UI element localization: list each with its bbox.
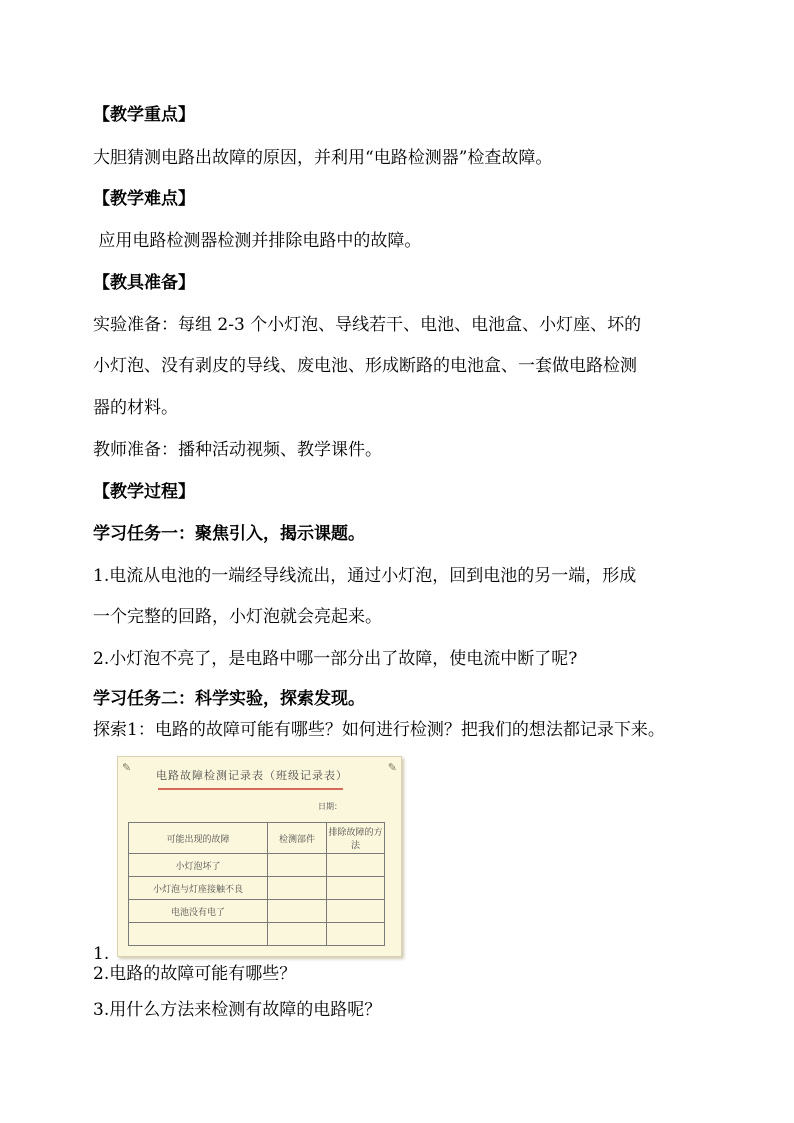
heading-teaching-difficulty: 【教学难点】: [93, 189, 195, 209]
heading-materials: 【教具准备】: [93, 273, 195, 293]
table-cell: 小灯泡坏了: [129, 854, 268, 877]
table-cell: [327, 923, 385, 946]
list-item-2: 2.电路的故障可能有哪些？: [93, 964, 297, 984]
record-card-image: [117, 756, 402, 957]
table-cell: [268, 900, 327, 923]
table-cell: [327, 854, 385, 877]
table-cell: 电池没有电了: [129, 900, 268, 923]
table-cell: [327, 900, 385, 923]
pushpin-icon: ✎: [122, 761, 132, 774]
pushpin-icon: ✎: [387, 761, 397, 774]
teacher-prep: 教师准备：播种活动视频、教学课件。: [93, 440, 382, 460]
table-header-row: [129, 823, 385, 854]
focus-text: 大胆猜测电路出故障的原因，并利用“电路检测器”检查故障。: [93, 148, 553, 168]
table-cell: [268, 923, 327, 946]
table-cell: 小灯泡与灯座接触不良: [129, 877, 268, 900]
record-card-title: 电路故障检测记录表（班级记录表）: [156, 769, 348, 782]
table-cell: [268, 877, 327, 900]
task2-heading: 学习任务二：科学实验，探索发现。: [93, 689, 365, 709]
table-row: [129, 923, 385, 946]
list-item-3: 3.用什么方法来检测有故障的电路呢？: [93, 1000, 382, 1020]
table-row: [129, 877, 385, 900]
table-cell: [268, 854, 327, 877]
record-table: [128, 822, 385, 946]
explore1-text: 探索1：电路的故障可能有哪些？如何进行检测？把我们的想法都记录下来。: [93, 720, 665, 740]
header-cell: 可能出现的故障: [129, 823, 268, 854]
list-item-1: 1.: [93, 944, 110, 964]
task1-heading: 学习任务一：聚焦引入，揭示课题。: [93, 524, 365, 544]
table-cell: [129, 923, 268, 946]
table-row: [129, 854, 385, 877]
task1-item2: 2.小灯泡不亮了，是电路中哪一部分出了故障，使电流中断了呢?: [93, 649, 578, 669]
header-cell: 检测部件: [268, 823, 327, 854]
heading-process: 【教学过程】: [93, 482, 195, 502]
heading-teaching-focus: 【教学重点】: [93, 105, 195, 125]
materials-line-2: 小灯泡、没有剥皮的导线、废电池、形成断路的电池盒、一套做电路检测: [93, 356, 637, 376]
table-row: [129, 900, 385, 923]
materials-line-3: 器的材料。: [93, 398, 178, 418]
table-cell: [327, 877, 385, 900]
title-underline: [158, 788, 343, 790]
task1-item1-line1: 1.电流从电池的一端经导线流出，通过小灯泡，回到电池的另一端，形成: [93, 566, 637, 586]
header-cell: 排除故障的方法: [327, 823, 385, 854]
difficulty-text: 应用电路检测器检测并排除电路中的故障。: [93, 231, 422, 251]
date-label: 日期：: [318, 802, 342, 811]
materials-line-1: 实验准备：每组 2-3 个小灯泡、导线若干、电池、电池盒、小灯座、坏的: [93, 315, 642, 335]
task1-item1-line2: 一个完整的回路，小灯泡就会亮起来。: [93, 607, 382, 627]
